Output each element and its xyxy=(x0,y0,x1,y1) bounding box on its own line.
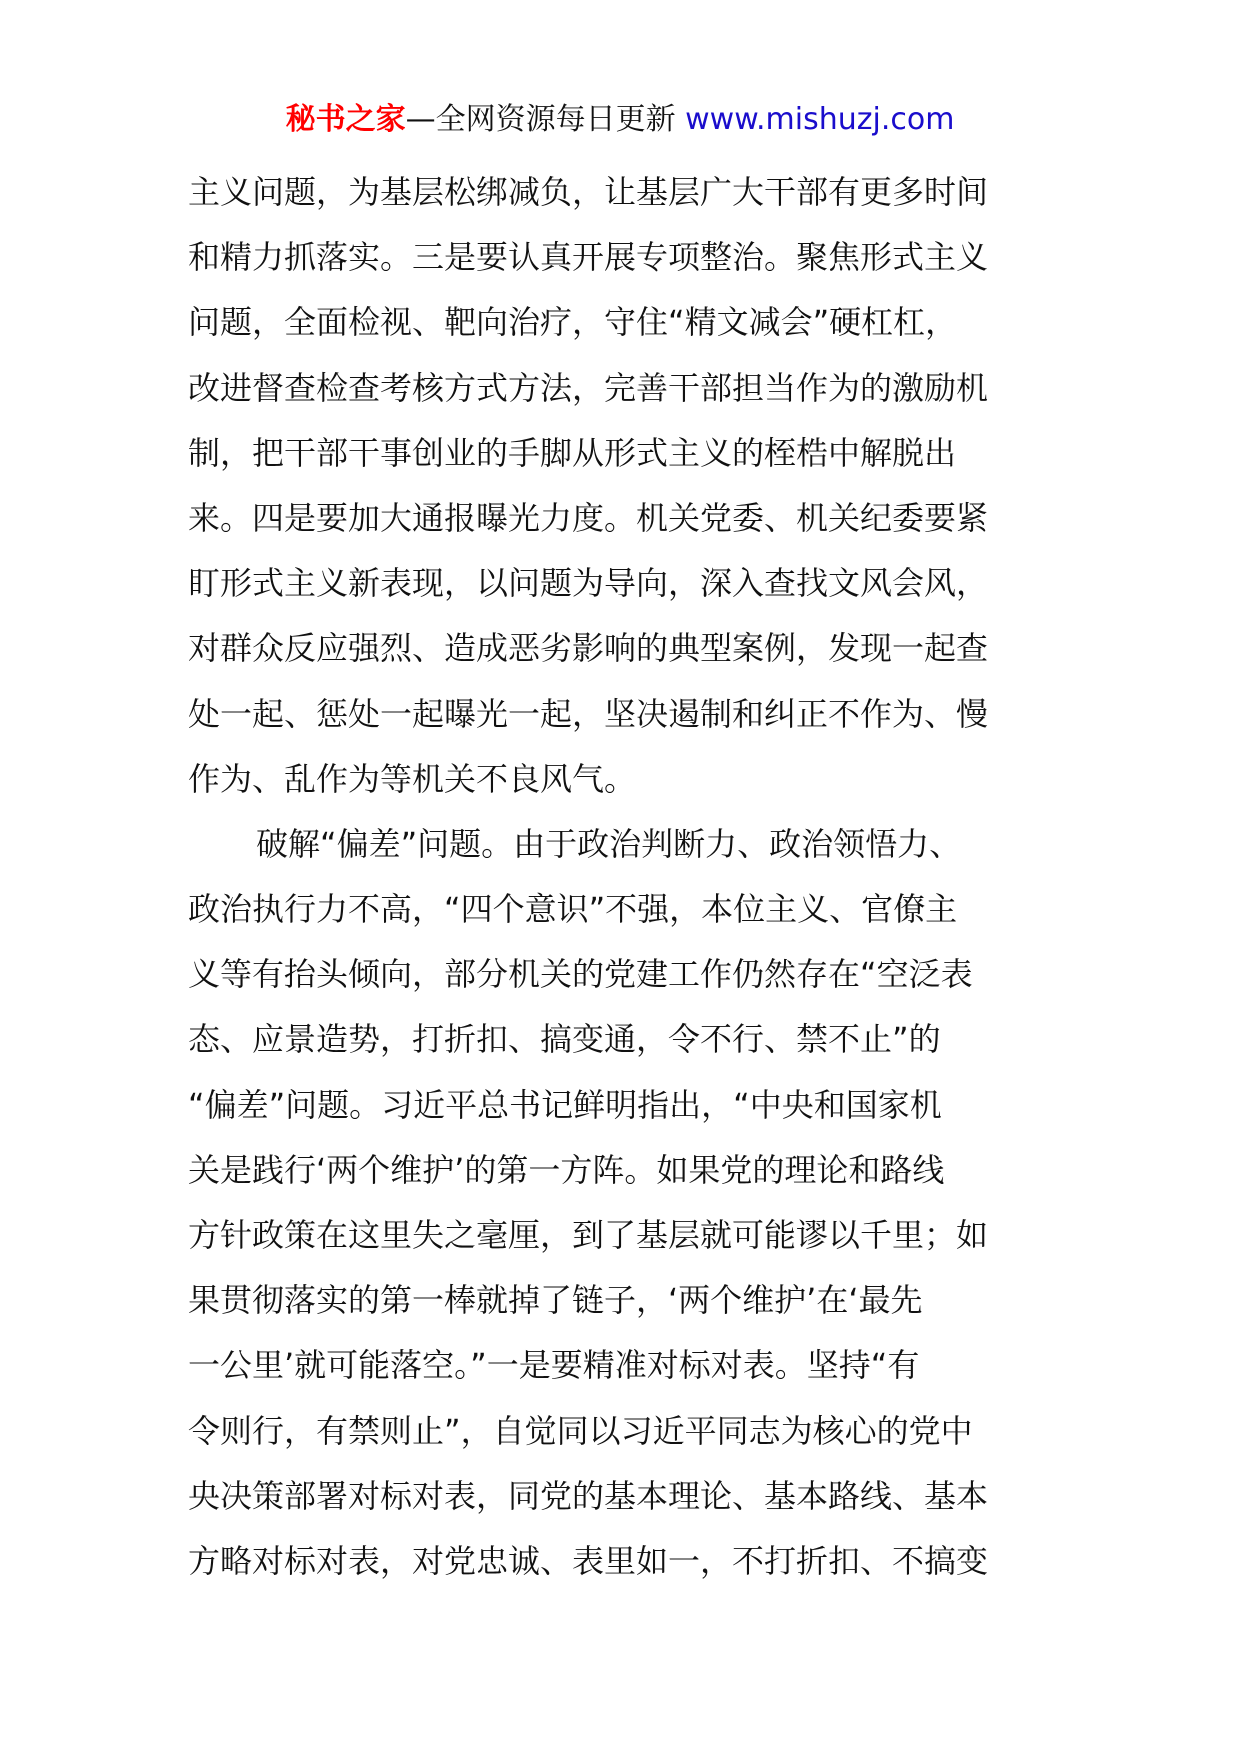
text-line: 破解“偏差”问题。由于政治判断力、政治领悟力、 xyxy=(256,824,962,863)
site-url-link[interactable]: www.mishuzj.com xyxy=(685,102,955,137)
text-line: 作为、乱作为等机关不良风气。 xyxy=(188,759,637,798)
text-line: 问题，全面检视、靶向治疗，守住“精文减会”硬杠杠， xyxy=(188,303,958,342)
text-line: 政治执行力不高，“四个意识”不强，本位主义、官僚主 xyxy=(188,890,958,929)
text-line: 来。四是要加大通报曝光力度。机关党委、机关纪委要紧 xyxy=(188,498,989,537)
text-line: “偏差”问题。习近平总书记鲜明指出，“中央和国家机 xyxy=(188,1085,942,1124)
text-line: 一公里’就可能落空。”一是要精准对标对表。坚持“有 xyxy=(188,1346,920,1385)
text-line: 态、应景造势，打折扣、搞变通，令不行、禁不止”的 xyxy=(188,1020,941,1059)
text-line: 制，把干部干事创业的手脚从形式主义的桎梏中解脱出 xyxy=(188,433,957,472)
text-line: 方略对标对表，对党忠诚、表里如一，不打折扣、不搞变 xyxy=(188,1541,989,1580)
document-body xyxy=(188,160,1064,1594)
text-line: 改进督查检查考核方式方法，完善干部担当作为的激励机 xyxy=(188,368,989,407)
text-line: 关是践行‘两个维护’的第一方阵。如果党的理论和路线 xyxy=(188,1150,945,1189)
text-line: 主义问题，为基层松绑减负，让基层广大干部有更多时间 xyxy=(188,173,989,211)
text-line: 义等有抬头倾向，部分机关的党建工作仍然存在“空泛表 xyxy=(188,955,973,994)
text-line: 央决策部署对标对表，同党的基本理论、基本路线、基本 xyxy=(188,1476,989,1515)
paragraph xyxy=(188,160,1064,812)
text-line: 方针政策在这里失之毫厘，到了基层就可能谬以千里；如 xyxy=(188,1216,989,1254)
text-line: 盯形式主义新表现，以问题为导向，深入查找文风会风， xyxy=(188,564,989,603)
site-header xyxy=(0,100,1240,140)
text-line: 和精力抓落实。三是要认真开展专项整治。聚焦形式主义 xyxy=(188,238,989,277)
paragraph xyxy=(188,812,1064,1594)
site-tagline: —全网资源每日更新 xyxy=(405,102,676,137)
text-line: 对群众反应强烈、造成恶劣影响的典型案例，发现一起查 xyxy=(188,629,989,668)
text-line: 令则行，有禁则止”，自觉同以习近平同志为核心的党中 xyxy=(188,1411,973,1450)
text-line: 果贯彻落实的第一棒就掉了链子，‘两个维护’在‘最先 xyxy=(188,1281,923,1320)
text-line: 处一起、惩处一起曝光一起，坚决遏制和纠正不作为、慢 xyxy=(188,694,989,733)
site-brand: 秘书之家 xyxy=(285,102,406,137)
